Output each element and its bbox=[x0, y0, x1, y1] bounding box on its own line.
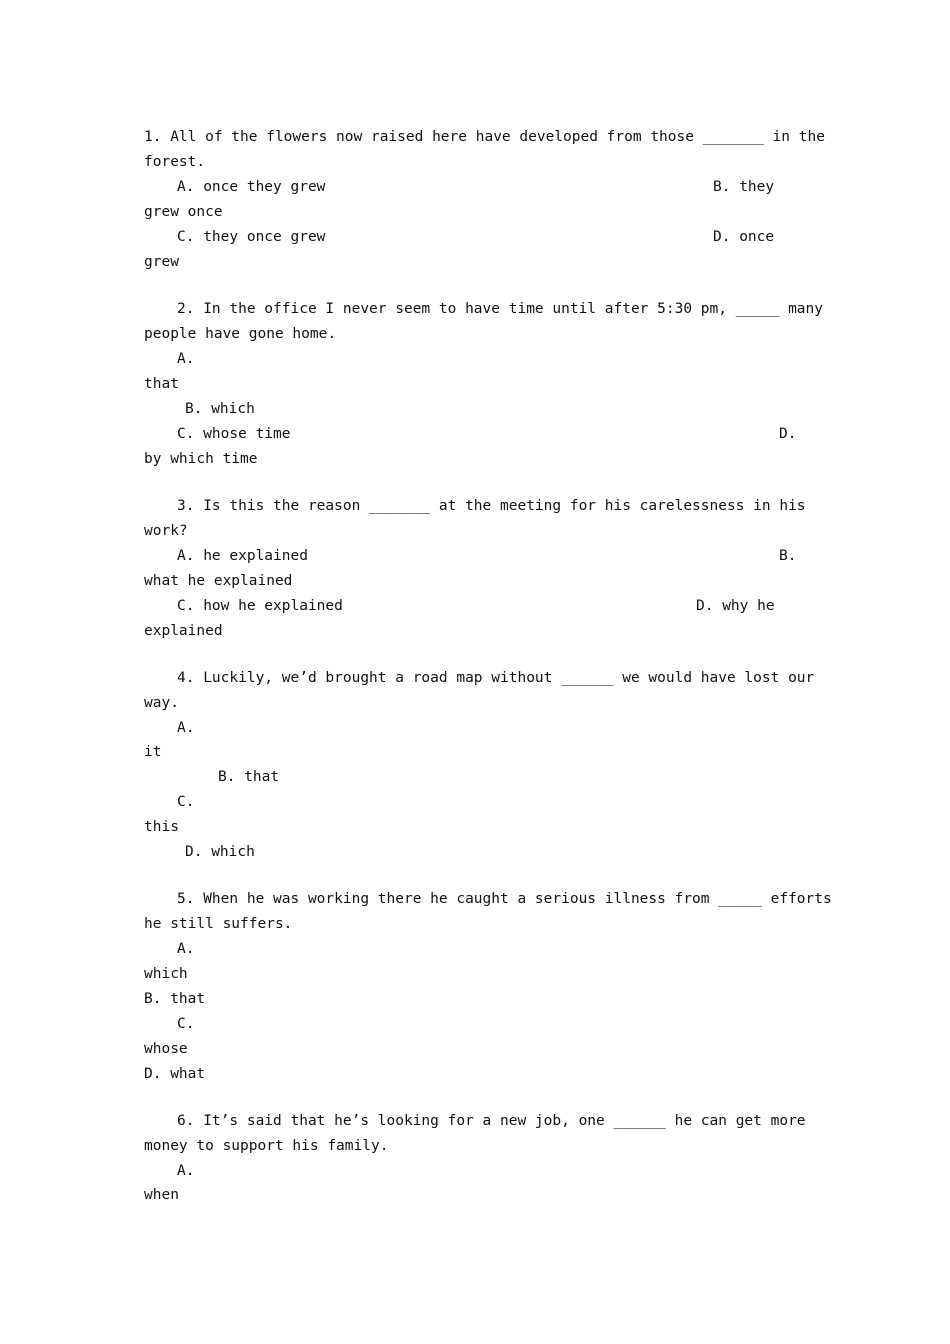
q2-option-c: C. whose time bbox=[177, 426, 291, 442]
q1-option-b-tail: grew once bbox=[144, 204, 223, 220]
q6-option-a-tail: when bbox=[144, 1187, 179, 1203]
q6-option-a-head: A. bbox=[177, 1163, 195, 1179]
q1-stem-line2: forest. bbox=[144, 154, 206, 170]
q1-option-c: C. they once grew bbox=[177, 229, 326, 245]
q3-stem-line1: 3. Is this the reason _______ at the meeting for his carelessness in his bbox=[177, 498, 806, 514]
q1-option-d-head: D. once bbox=[713, 229, 775, 245]
q1-option-d-tail: grew bbox=[144, 254, 179, 270]
q5-option-d: D. what bbox=[144, 1066, 206, 1082]
q4-option-c-head: C. bbox=[177, 794, 195, 810]
q6-stem-line1: 6. It’s said that he’s looking for a new job, one ______ he can get more bbox=[177, 1113, 806, 1129]
q2-option-d-tail: by which time bbox=[144, 451, 258, 467]
q3-stem-line2: work? bbox=[144, 523, 188, 539]
q3-option-d-head: D. why he bbox=[696, 598, 775, 614]
q4-option-d: D. which bbox=[185, 844, 255, 860]
q2-option-a-head: A. bbox=[177, 351, 195, 367]
q1-option-b-head: B. they bbox=[713, 179, 775, 195]
q4-option-a-head: A. bbox=[177, 720, 195, 736]
q5-option-b: B. that bbox=[144, 991, 206, 1007]
q2-stem-line2: people have gone home. bbox=[144, 326, 337, 342]
q4-option-a-tail: it bbox=[144, 744, 162, 760]
q5-option-c-head: C. bbox=[177, 1016, 195, 1032]
q5-stem-line2: he still suffers. bbox=[144, 916, 293, 932]
q2-option-d-head: D. bbox=[779, 426, 797, 442]
q2-option-b: B. which bbox=[185, 401, 255, 417]
q3-option-a: A. he explained bbox=[177, 548, 308, 564]
q4-stem-line1: 4. Luckily, we’d brought a road map without ______ we would have lost our bbox=[177, 670, 815, 686]
q1-stem-line1: 1. All of the flowers now raised here have developed from those _______ in the bbox=[144, 129, 825, 145]
q5-option-a-head: A. bbox=[177, 941, 195, 957]
q3-option-b-head: B. bbox=[779, 548, 797, 564]
q3-option-c: C. how he explained bbox=[177, 598, 343, 614]
q3-option-d-tail: explained bbox=[144, 623, 223, 639]
q5-stem-line1: 5. When he was working there he caught a serious illness from _____ efforts bbox=[177, 891, 832, 907]
q3-option-b-tail: what he explained bbox=[144, 573, 293, 589]
q4-stem-line2: way. bbox=[144, 695, 179, 711]
q4-option-b: B. that bbox=[218, 769, 280, 785]
q4-option-c-tail: this bbox=[144, 819, 179, 835]
q5-option-c-tail: whose bbox=[144, 1041, 188, 1057]
q2-stem-line1: 2. In the office I never seem to have time until after 5:30 pm, _____ many bbox=[177, 301, 824, 317]
q5-option-a-tail: which bbox=[144, 966, 188, 982]
q1-option-a: A. once they grew bbox=[177, 179, 326, 195]
q2-option-a-tail: that bbox=[144, 376, 179, 392]
q6-stem-line2: money to support his family. bbox=[144, 1138, 389, 1154]
